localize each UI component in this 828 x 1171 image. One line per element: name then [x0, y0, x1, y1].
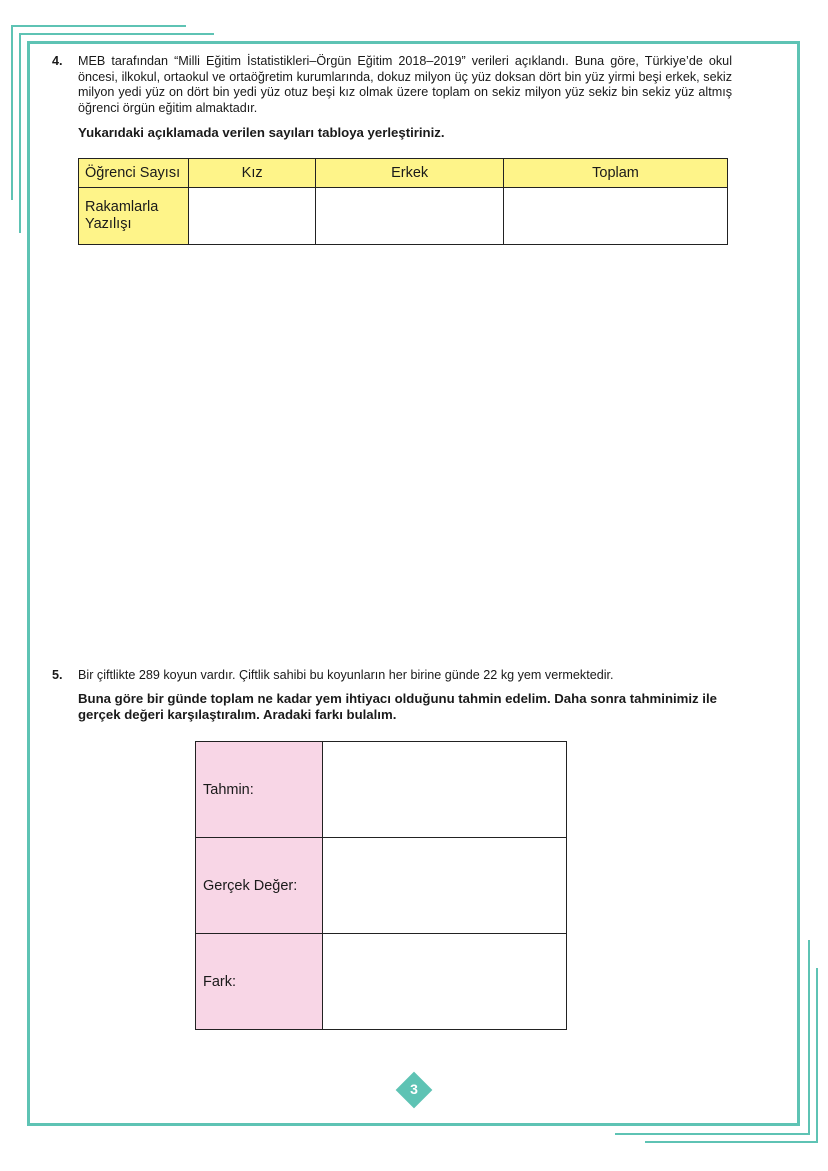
corner-line-left-2	[19, 33, 21, 233]
cell-toplam-answer[interactable]	[504, 188, 728, 245]
question-4	[52, 54, 732, 142]
table-row	[196, 934, 567, 1030]
cell-gercek-deger-answer[interactable]	[323, 838, 567, 934]
cell-tahmin-answer[interactable]	[323, 742, 567, 838]
header-kiz: Kız	[189, 159, 316, 188]
corner-line-bottom-1	[615, 1133, 809, 1135]
question-4-number: 4.	[52, 54, 63, 68]
cell-erkek-answer[interactable]	[316, 188, 504, 245]
label-tahmin: Tahmin:	[196, 742, 323, 838]
corner-line-left-1	[11, 25, 13, 200]
header-erkek: Erkek	[316, 159, 504, 188]
row-label-rakamlarla: Rakamlarla Yazılışı	[79, 188, 189, 245]
question-4-instruction: Yukarıdaki açıklamada verilen sayıları tabloya yerleştiriniz.	[78, 125, 445, 140]
corner-line-top-2	[19, 33, 214, 35]
header-ogrenci-sayisi: Öğrenci Sayısı	[79, 159, 189, 188]
cell-kiz-answer[interactable]	[189, 188, 316, 245]
corner-line-right-2	[816, 968, 818, 1143]
question-5	[52, 668, 732, 724]
question-5-instruction: Buna göre bir günde toplam ne kadar yem ihtiyacı olduğunu tahmin edelim. Daha sonra tahminimiz ile gerçek değeri karşılaştıralım. Aradaki farkı bulalım.	[78, 690, 717, 722]
student-count-table	[78, 158, 728, 245]
question-5-text: Bir çiftlikte 289 koyun vardır. Çiftlik sahibi bu koyunların her birine günde 22 kg yem vermektedir.	[78, 668, 614, 682]
cell-fark-answer[interactable]	[323, 934, 567, 1030]
estimate-table	[195, 741, 567, 1030]
label-fark: Fark:	[196, 934, 323, 1030]
table-row	[196, 838, 567, 934]
page-number: 3	[410, 1081, 418, 1097]
header-toplam: Toplam	[504, 159, 728, 188]
corner-line-top-1	[11, 25, 186, 27]
table-row	[79, 188, 728, 245]
table-header-row	[79, 159, 728, 188]
label-gercek-deger: Gerçek Değer:	[196, 838, 323, 934]
table-row	[196, 742, 567, 838]
question-4-text: MEB tarafından “Milli Eğitim İstatistikleri–Örgün Eğitim 2018–2019” verileri açıklandı. Buna göre, Türkiye’de okul öncesi, ilkokul, ortaokul ve ortaöğretim kurumlarında, dokuz milyon üç yüz doksan dört bin yüz yirmi beşi erkek, sekiz milyon yedi yüz on dört bin yedi yüz otuz beşi kız olmak üzere toplam on sekiz milyon yüz sekiz bin sekiz yüz altmış öğrenci örgün eğitim almaktadır.	[78, 54, 732, 115]
corner-line-bottom-2	[645, 1141, 818, 1143]
question-5-number: 5.	[52, 668, 63, 682]
corner-line-right-1	[808, 940, 810, 1135]
